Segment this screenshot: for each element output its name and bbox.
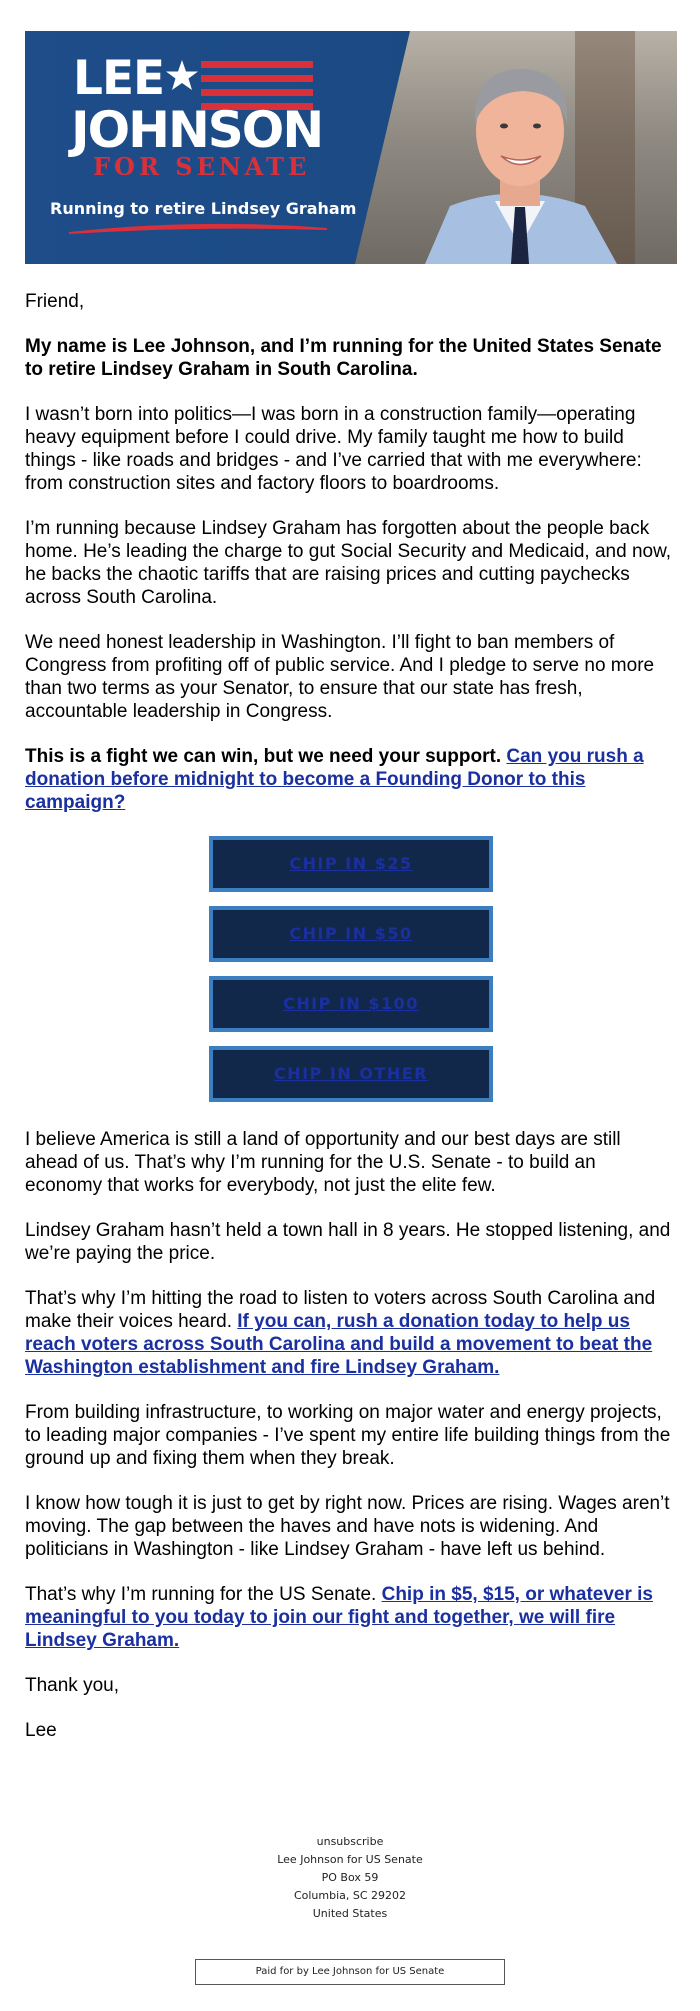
chip-in-other-button[interactable]: CHIP IN OTHER (209, 1046, 493, 1102)
chip-in-50-button[interactable]: CHIP IN $50 (209, 906, 493, 962)
header-banner (25, 31, 677, 264)
candidate-portrait-image (355, 31, 677, 264)
email-footer (0, 1833, 700, 1923)
closing-ask-text: That’s why I’m running for the US Senate. (25, 1584, 382, 1605)
paragraph-closing-ask (25, 1583, 677, 1652)
paid-for-disclaimer: Paid for by Lee Johnson for US Senate (195, 1959, 505, 1985)
unsubscribe-link[interactable]: unsubscribe (316, 1835, 384, 1848)
reach-voters-link[interactable]: If you can, rush a donation today to help us reach voters across South Carolina and build a movement to beat the Washington establishment and fire Lindsey Graham. (25, 1311, 653, 1378)
intro-paragraph: My name is Lee Johnson, and I’m running for the United States Senate to retire Lindsey Graham in South Carolina. (25, 336, 662, 380)
signature: Lee (25, 1720, 57, 1741)
donation-buttons (25, 836, 677, 1102)
chip-in-link[interactable]: Chip in $5, $15, or whatever is meaningful to you today to join our fight and together, we will fire Lindsey Graham. (25, 1584, 653, 1651)
hitting-road-text: That’s why I’m hitting the road to listen to voters across South Carolina and make their voices heard. (25, 1288, 656, 1332)
paragraph-building: From building infrastructure, to working on major water and energy projects, to leading major companies - I’ve spent my entire life building things from the ground up and fixing them when they break. (25, 1402, 671, 1469)
paragraph-why-running: I’m running because Lindsey Graham has forgotten about the people back home. He’s leading the charge to gut Social Security and Medicaid, and now, he backs the chaotic tariffs that are raising prices and cutting paychecks across South Carolina. (25, 518, 672, 608)
red-swoosh-underline (67, 221, 329, 235)
founding-donor-link[interactable]: Can you rush a donation before midnight to become a Founding Donor to this campaign? (25, 746, 644, 813)
paragraph-honest-leadership: We need honest leadership in Washington. I’ll fight to ban members of Congress from profiting off of public service. And I pledge to serve no more than two terms as your Senator, to ensure that our state has fresh, accountable leadership in Congress. (25, 632, 655, 722)
paragraph-hitting-road (25, 1287, 677, 1379)
paragraph-background: I wasn’t born into politics—I was born in a construction family—operating heavy equipment before I could drive. My family taught me how to build things - like roads and bridges - and I’ve carried that with me everywhere: from construction sites and factory floors to boardrooms. (25, 404, 642, 494)
candidate-photo (355, 31, 677, 264)
logo-last-name: JOHNSON (71, 101, 323, 159)
chip-in-100-button[interactable]: CHIP IN $100 (209, 976, 493, 1032)
logo-first-name: LEE (73, 51, 165, 106)
paragraph-opportunity: I believe America is still a land of opportunity and our best days are still ahead of us. That’s why I’m running for the U.S. Senate - to build an economy that works for everybody, not just the elite few. (25, 1129, 621, 1196)
chip-in-25-button[interactable]: CHIP IN $25 (209, 836, 493, 892)
greeting: Friend, (25, 291, 85, 312)
paragraph-ask (25, 745, 677, 814)
star-icon (165, 59, 199, 93)
email-body (25, 290, 677, 1764)
footer-org-name: Lee Johnson for US Senate (277, 1853, 423, 1866)
footer-address-line-2: Columbia, SC 29202 (293, 1889, 407, 1902)
signoff: Thank you, (25, 1675, 119, 1696)
paragraph-tough-times: I know how tough it is just to get by right now. Prices are rising. Wages aren’t moving. The gap between the haves and have nots is widening. And politicians in Washington - like Lindsey Graham - have left us behind. (25, 1493, 670, 1560)
paragraph-town-hall: Lindsey Graham hasn’t held a town hall in 8 years. He stopped listening, and we’re paying the price. (25, 1220, 671, 1264)
ask-text: This is a fight we can win, but we need your support. (25, 746, 507, 767)
footer-country: United States (312, 1907, 388, 1920)
banner-tagline: Running to retire Lindsey Graham (50, 199, 357, 218)
footer-address-line-1: PO Box 59 (321, 1871, 379, 1884)
logo-office: FOR SENATE (93, 152, 311, 181)
